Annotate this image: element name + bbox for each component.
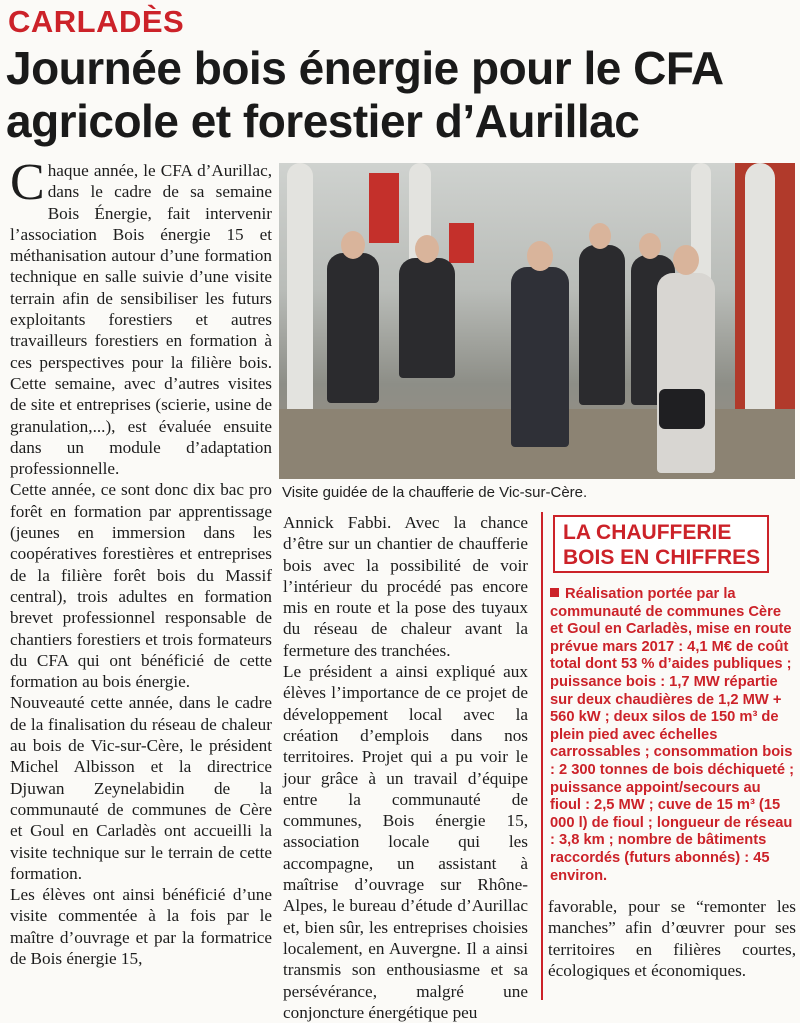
article-photo: [279, 163, 795, 479]
paragraph-1-text: haque année, le CFA d’Aurillac, dans le cadre de sa semaine Bois Énergie, fait intervenir l’association Bois énergie 15 et méthanisation autour d’une formation technique en salle suivie d’une visite terrain afin de sensibiliser les futurs exploitants forestiers et autres travailleurs forestiers en formation à ces perspectives pour la filière bois. Cette semaine, avec d’autres visites de site et entreprises (scierie, usine de granulation,...), est évaluée ensuite dans un module d’adaptation professionnelle.: [10, 161, 272, 479]
photo-person: [511, 267, 569, 447]
headline: Journée bois énergie pour le CFA agricole et forestier d’Aurillac: [6, 42, 722, 147]
photo-person-head: [415, 235, 439, 263]
photo-handbag: [659, 389, 705, 429]
photo-person: [327, 253, 379, 403]
figures-box-body: Réalisation portée par la communauté de communes Cère et Goul en Carladès, mise en route prévue mars 2017 : 4,1 M€ de coût total dont 53 % d’aides publiques ; puissance bois : 1,7 MW répartie sur deux chaudières de 1,2 MW + 560 kW ; deux silos de 150 m³ de plein pied avec échelles carrossables ; consommation bois : 2 300 tonnes de bois déchiqueté ; puissance appoint/secours au fioul : 2,5 MW ; cuve de 15 m³ (15 000 l) de fioul ; longueur de réseau : 3,8 km ; nombre de bâtiments raccordés (futurs abonnés) : 45 environ.: [550, 586, 795, 884]
photo-red-valve: [369, 173, 399, 243]
article-column-3: [548, 896, 796, 981]
paragraph-1: [10, 154, 272, 479]
paragraph-5: Annick Fabbi. Avec la chance d’être sur un chantier de chaufferie bois avec la possibilité de voir l’intérieur du procédé pas encore mis en route et la pose des tuyaux du réseau de chaleur avant la fermeture des tranchées.: [283, 513, 528, 660]
photo-caption: Visite guidée de la chaufferie de Vic-sur-Cère.: [282, 484, 588, 501]
photo-person-head: [527, 241, 553, 271]
photo-person-head: [673, 245, 699, 275]
figures-box-title-line-1: LA CHAUFFERIE: [563, 521, 732, 544]
figures-box-title-line-2: BOIS EN CHIFFRES: [563, 546, 761, 569]
paragraph-6: Le président a ainsi expliqué aux élèves l’importance de ce projet de développement local avec la création d’emplois dans nos territoires. Projet qui a pu voir le jour grâce à un travail d’équipe entre la communauté de communes, Bois énergie 15, association locale qui les accompagne, un assistant à maîtrise d’ouvrage sur Rhône-Alpes, le bureau d’étude d’Aurillac et, bien sûr, les entreprises choisies localement, en Auvergne. Il a ainsi transmis son enthousiasme et sa persévérance, malgré une conjoncture énergétique peu: [283, 662, 528, 1022]
figures-box-text: [550, 586, 795, 885]
photo-person: [657, 273, 715, 473]
paragraph-2: Cette année, ce sont donc dix bac pro forêt en formation par apprentissage (jeunes en immersion dans les coopératives forestières et entreprises de la filière forêt bois du Massif central), trois adultes en formation brevet professionnel responsable de chantiers forestiers et trois formateurs du CFA qui ont bénéficié de cette formation au bois énergie.: [10, 480, 272, 692]
photo-person-head: [639, 233, 661, 259]
paragraph-3: Nouveauté cette année, dans le cadre de la finalisation du réseau de chaleur au bois de Vic-sur-Cère, le président Michel Albisson et la directrice Djuwan Zeynelabidin de la communauté de communes de Cère et Goul en Carladès ont accueilli la visite technique sur le terrain de cette formation.: [10, 693, 272, 883]
photo-person-head: [341, 231, 365, 259]
bullet-square-icon: [550, 588, 559, 597]
drop-cap: C: [10, 154, 45, 211]
section-label: CARLADÈS: [8, 4, 185, 39]
photo-person: [399, 258, 455, 378]
photo-person-head: [589, 223, 611, 249]
article-column-1: [10, 154, 272, 969]
figures-box-title: [553, 515, 769, 573]
photo-red-valve: [449, 223, 474, 263]
column-divider: [541, 512, 543, 1000]
paragraph-4: Les élèves ont ainsi bénéficié d’une visite commentée à la fois par le maître d’ouvrage et par la formatrice de Bois énergie 15,: [10, 885, 272, 968]
paragraph-7: favorable, pour se “remonter les manches” afin d’œuvrer pour ses territoires en filières courtes, écologiques et économiques.: [548, 897, 796, 980]
article-column-2: [283, 512, 528, 1023]
photo-person: [579, 245, 625, 405]
